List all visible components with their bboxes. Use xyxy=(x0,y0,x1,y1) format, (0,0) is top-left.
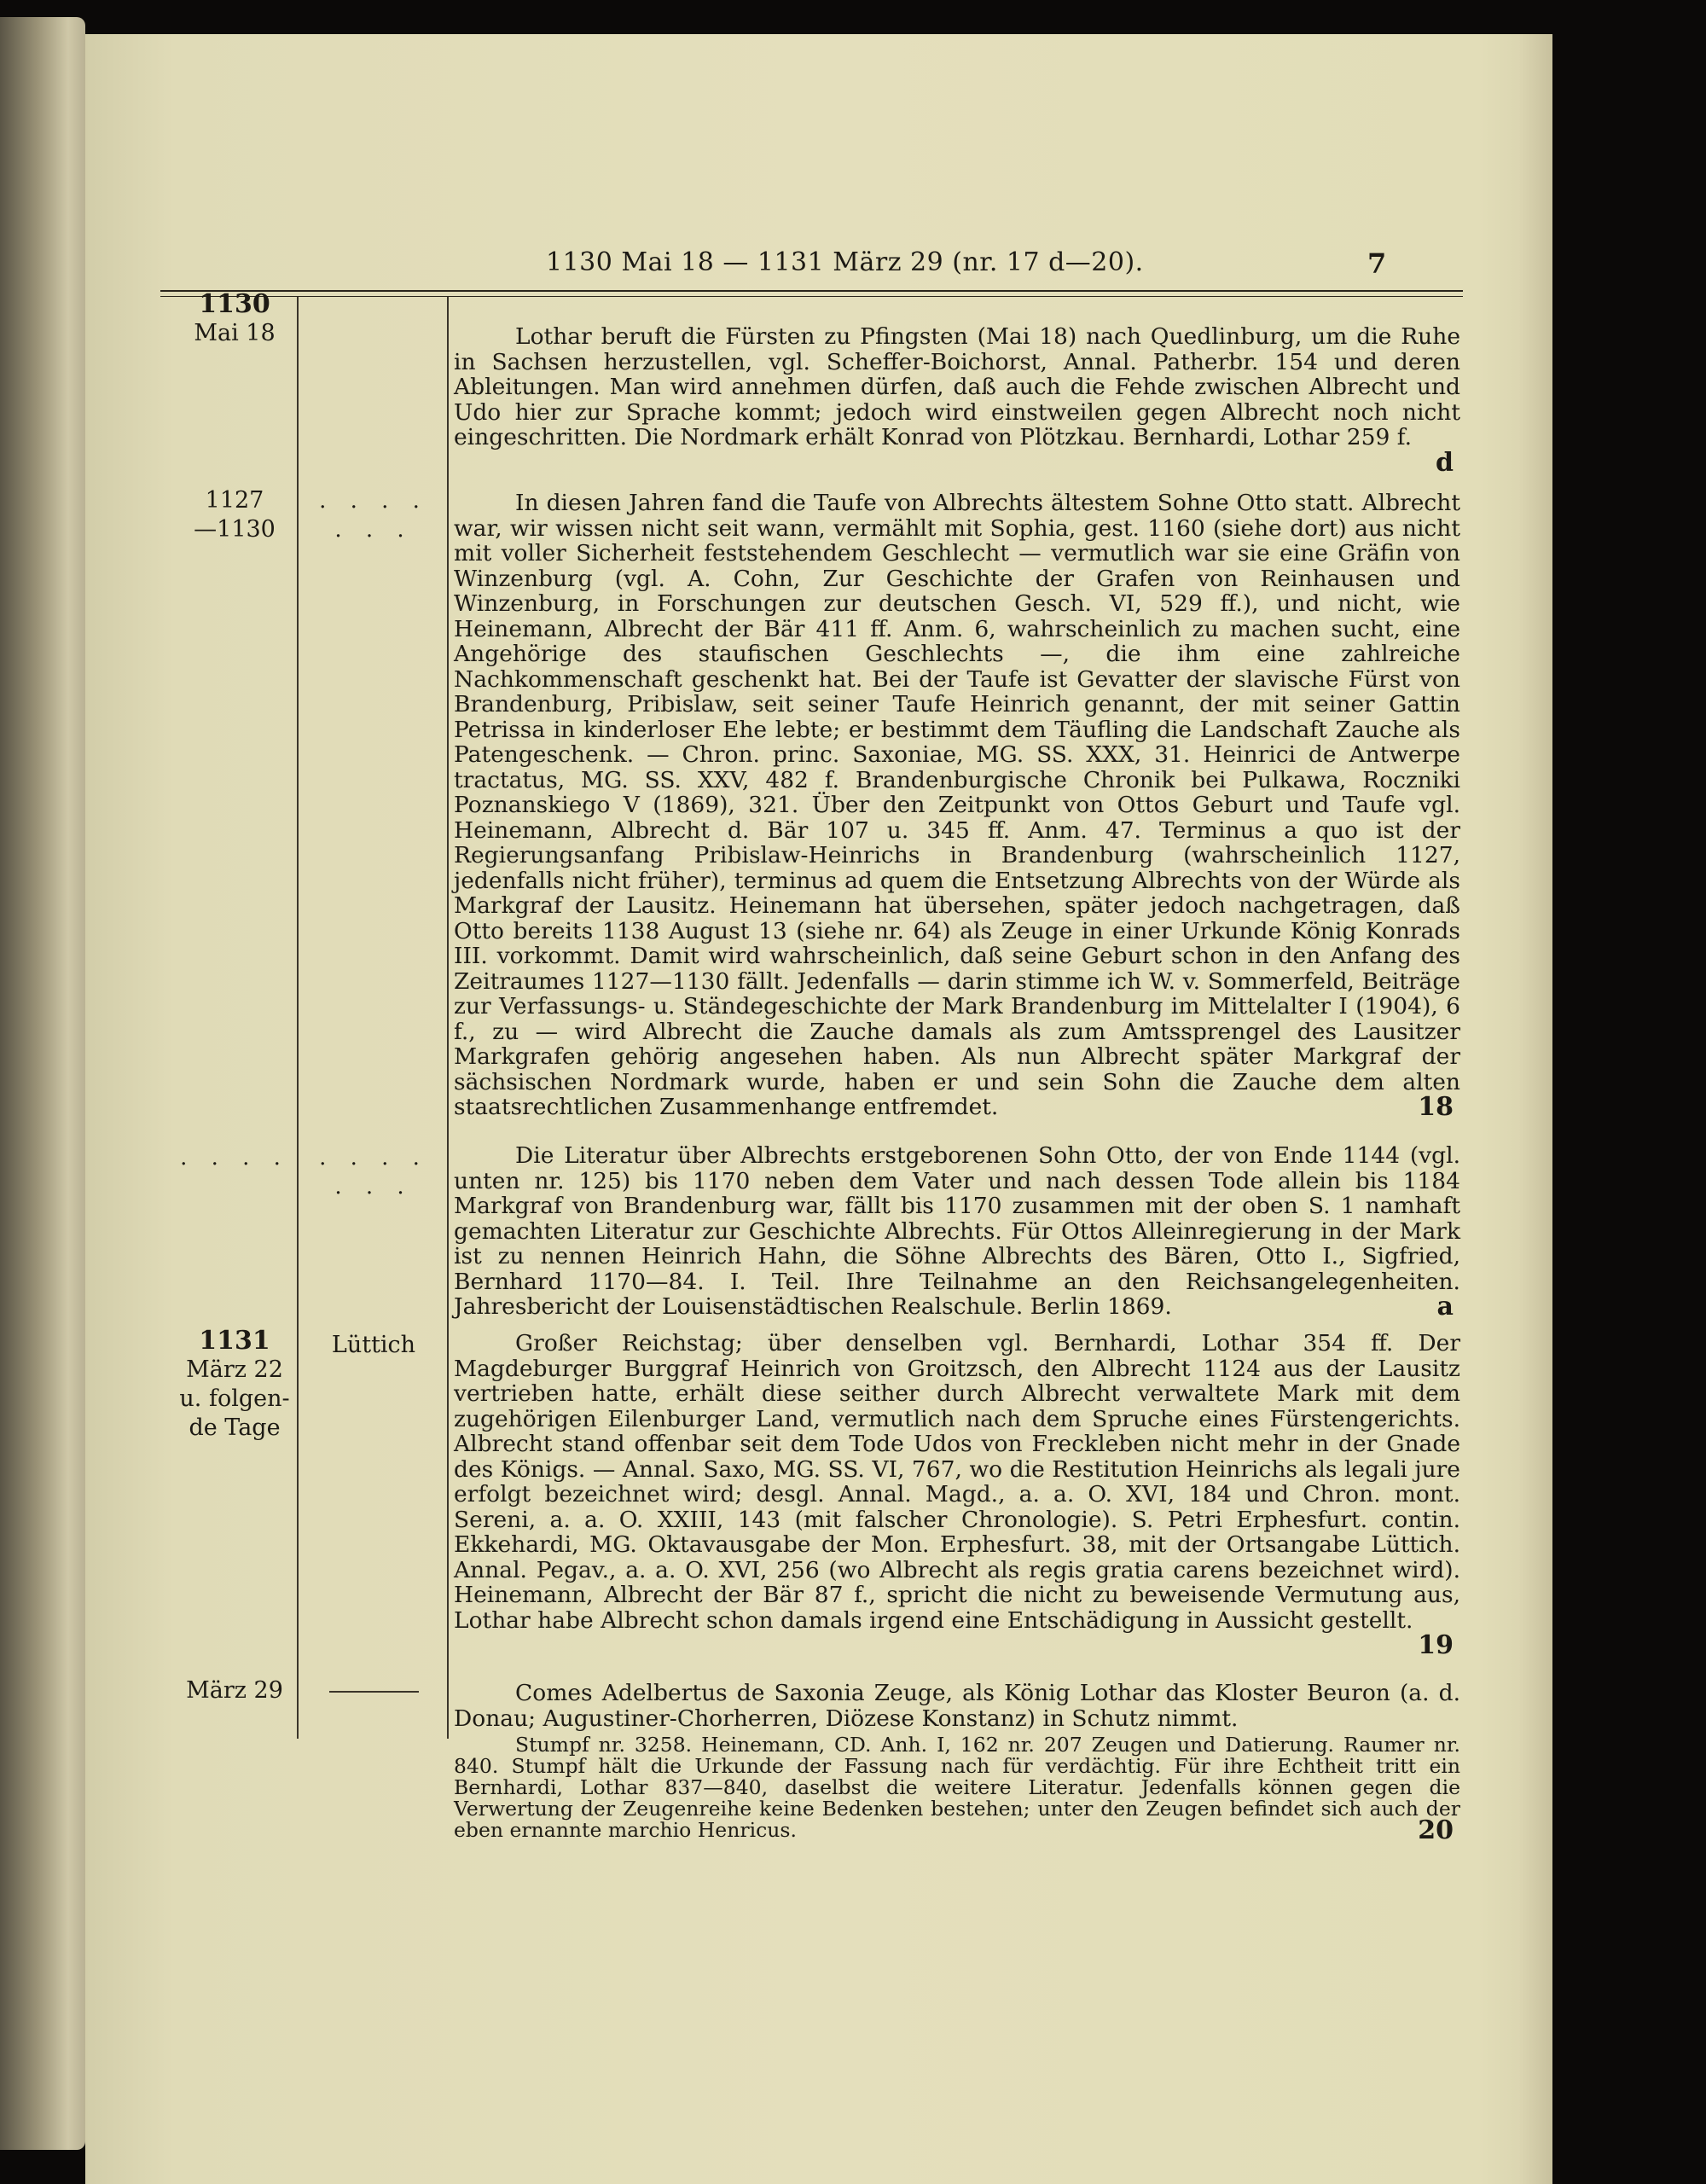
date-line: März 22 xyxy=(186,1356,283,1383)
entry-place xyxy=(305,1676,442,1705)
entry-text: Lothar beruft die Fürsten zu Pfingsten (Mai 18) nach Quedlinburg, um die Ruhe in Sachsen herzustellen, vgl. Scheffer-Boichorst, Annal. Patherbr. 154 und deren Ableitungen. Man wird annehmen dürfen, daß auch die Fehde zwischen Albrecht und Udo hier zur Sprache kommt; jedoch wird einstweilen gegen Albrecht noch nicht eingeschritten. Die Nordmark erhält Konrad von Plötzkau. Bernhardi, Lothar 259 f. xyxy=(454,323,1460,450)
regest-entry xyxy=(454,491,1460,1120)
entry-date xyxy=(179,290,290,348)
place-dots: . . . . . . . xyxy=(319,1145,428,1199)
entry-text: Großer Reichstag; über denselben vgl. Bernhardi, Lothar 354 ff. Der Magdeburger Burggraf Heinrich von Groitzsch, den Albrecht 1124 aus der Lausitz vertrieben hatte, erhält diese seither durch Albrecht verwaltete Mark mit dem zugehörigen Eilenburger Land, vermutlich nach dem Spruche eines Fürstengerichts. Albrecht stand offenbar seit dem Tode Udos von Freckleben nicht mehr in der Gnade des Königs. — Annal. Saxo, MG. SS. VI, 767, wo die Restitution Heinrichs als legali jure erfolgt bezeichnet wird; desgl. Annal. Magd., a. a. O. XVI, 184 und Chron. mont. Sereni, a. a. O. XXIII, 143 (mit falscher Chronologie). S. Petri Erphesfurt. contin. Ekkehardi, MG. Oktavausgabe der Mon. Erphesfurt. 38, mit der Ortsangabe Lüttich. Annal. Pegav., a. a. O. XVI, 256 (wo Albrecht als regis gratia carens bezeichnet wird). Heinemann, Albrecht der Bär 87 f., spricht die nicht zu beweisende Vermutung aus, Lothar habe Albrecht schon damals irgend eine Entschädigung in Aussicht gestellt. xyxy=(454,1330,1460,1634)
entry-date xyxy=(179,1143,290,1172)
date-line: u. folgen- xyxy=(179,1385,290,1412)
header-rule xyxy=(160,290,1463,297)
entry-number: a xyxy=(1436,1292,1454,1321)
entry-place xyxy=(305,1331,442,1360)
date-line: Mai 18 xyxy=(194,320,276,346)
running-head: 1130 Mai 18 — 1131 März 29 (nr. 17 d—20). xyxy=(546,247,1144,277)
column-rule-date xyxy=(297,297,299,1739)
page-header xyxy=(85,247,1552,282)
regest-entry xyxy=(454,1331,1460,1658)
entry-text: Die Literatur über Albrechts erstgeborenen Sohn Otto, der von Ende 1144 (vgl. unten nr. 125) bis 1170 neben dem Vater und nach dessen Tode allein bis 1184 Markgraf von Brandenburg war, fällt bis 1170 zusammen mit der oben S. 1 namhaft gemachten Literatur zur Geschichte Albrechts. Für Ottos Alleinregierung in der Mark ist zu nennen Heinrich Hahn, die Söhne Albrechts des Bären, Otto I., Sigfried, Bernhard 1170—84. I. Teil. Ihre Teilnahme an den Reichsangelegenheiten. Jahresbericht der Louisenstädtischen Realschule. Berlin 1869. xyxy=(454,1142,1460,1320)
place-dash xyxy=(329,1691,419,1693)
date-line: de Tage xyxy=(189,1414,281,1441)
entry-number: 19 xyxy=(1418,1630,1454,1660)
book-page xyxy=(85,34,1552,2184)
entry-place xyxy=(305,1143,442,1201)
regest-entry xyxy=(454,323,1460,478)
regest-entry xyxy=(454,1143,1460,1320)
entry-note: Stumpf nr. 3258. Heinemann, CD. Anh. I, 162 nr. 207 Zeugen und Datierung. Raumer nr. 840. Stumpf hält die Urkunde der Fassung nach für verdächtig. Für ihre Echtheit tritt ein Bernhardi, Lothar 837—840, daselbst die weitere Literatur. Jedenfalls können gegen die Verwertung der Zeugenreihe keine Bedenken bestehen; unter den Zeugen befindet sich auch der eben ernannte marchio Henricus. xyxy=(454,1733,1460,1842)
previous-page-edge xyxy=(0,17,85,2150)
date-year: 1131 xyxy=(199,1326,270,1356)
entry-number: 20 xyxy=(1418,1815,1454,1845)
entry-date xyxy=(179,1327,290,1443)
entry-number: d xyxy=(1436,447,1454,478)
place-dots: . . . . . . . xyxy=(319,488,428,543)
column-rule-place xyxy=(447,297,449,1739)
date-dots: . . . . xyxy=(180,1145,289,1170)
entry-date xyxy=(179,1676,290,1705)
entry-number: 18 xyxy=(1418,1092,1454,1122)
date-year: 1130 xyxy=(199,289,270,319)
entry-date xyxy=(179,486,290,544)
date-line: 1127 xyxy=(205,487,264,514)
date-line: —1130 xyxy=(194,516,276,543)
place-name: Lüttich xyxy=(331,1332,416,1358)
page-edge xyxy=(1518,34,1552,2184)
page-number: 7 xyxy=(1367,247,1387,280)
entry-text: Comes Adelbertus de Saxonia Zeuge, als König Lothar das Kloster Beuron (a. d. Donau; Augustiner-Chorherren, Diözese Konstanz) in Schutz nimmt. xyxy=(454,1680,1460,1732)
date-line: März 29 xyxy=(186,1677,283,1704)
regest-entry xyxy=(454,1680,1460,1845)
entry-text: In diesen Jahren fand die Taufe von Albrechts ältestem Sohne Otto statt. Albrecht war, wir wissen nicht seit wann, vermählt mit Sophia, gest. 1160 (siehe dort) aus nicht mit voller Sicherheit feststehendem Geschlecht — vermutlich war sie eine Gräfin von Winzenburg (vgl. A. Cohn, Zur Geschichte der Grafen von Reinhausen und Winzenburg, in Forschungen zur deutschen Gesch. VI, 529 ff.), und nicht, wie Heinemann, Albrecht der Bär 411 ff. Anm. 6, wahrscheinlich zu machen sucht, eine Angehörige des staufischen Geschlechts —, die ihm eine zahlreiche Nachkommenschaft geschenkt hat. Bei der Taufe ist Gevatter der slavische Fürst von Brandenburg, Pribislaw, seit seiner Taufe Heinrich genannt, der mit seiner Gattin Petrissa in kinderloser Ehe lebte; er bestimmt dem Täufling die Landschaft Zauche als Patengeschenk. — Chron. princ. Saxoniae, MG. SS. XXX, 31. Heinrici de Antwerpe tractatus, MG. SS. XXV, 482 f. Brandenburgische Chronik bei Pulkawa, Roczniki Poznanskiego V (1869), 321. Über den Zeitpunkt von Ottos Geburt und Taufe vgl. Heinemann, Albrecht d. Bär 107 u. 345 ff. Anm. 47. Terminus a quo ist der Regierungsanfang Pribislaw-Heinrichs in Brandenburg (wahrscheinlich 1127, jedenfalls nicht früher), terminus ad quem die Entsetzung Albrechts von der Würde als Markgraf der Lausitz. Heinemann hat übersehen, später jedoch nachgetragen, daß Otto bereits 1138 August 13 (siehe nr. 64) als Zeuge in einer Urkunde König Konrads III. vorkommt. Damit wird wahrscheinlich, daß seine Geburt schon in den Anfang des Zeitraumes 1127—1130 fällt. Jedenfalls — darin stimme ich W. v. Sommerfeld, Beiträge zur Verfassungs- u. Ständegeschichte der Mark Brandenburg im Mittelalter I (1904), 6 f., zu — wird Albrecht die Zauche damals als zum Amtssprengel des Lausitzer Markgrafen gehörig angesehen haben. Als nun Albrecht später Markgraf der sächsischen Nordmark wurde, haben er und sein Sohn die Zauche dem alten staatsrechtlichen Zusammenhange entfremdet. xyxy=(454,490,1460,1120)
entry-place xyxy=(305,486,442,544)
